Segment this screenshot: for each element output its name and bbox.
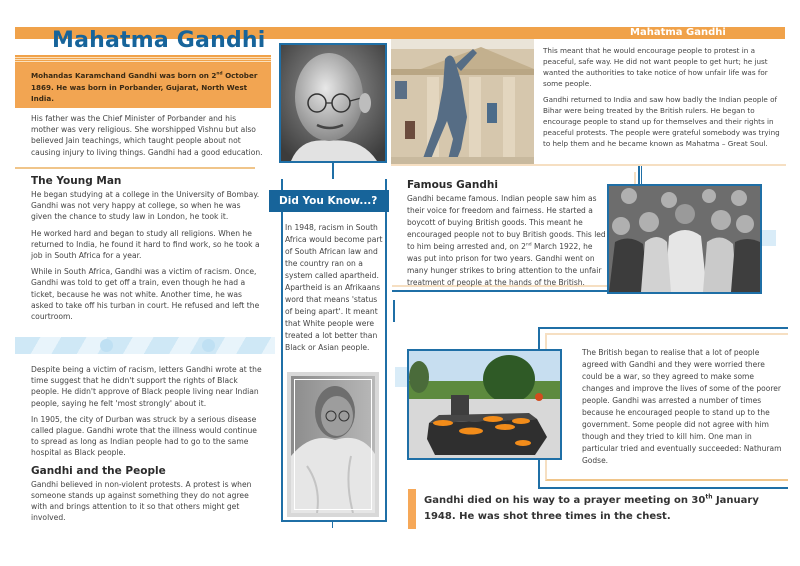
section-divider bbox=[538, 487, 788, 489]
did-you-know-title: Did You Know...? bbox=[269, 190, 389, 212]
intro-text: Mohandas Karamchand Gandhi was born on 2nd October 1869. He was born in Porbander, Gujarat, North West India. bbox=[31, 71, 258, 103]
stripe-dot bbox=[202, 339, 215, 352]
crowd-illustration bbox=[609, 186, 760, 292]
portrait-illustration bbox=[281, 45, 385, 161]
british-paragraph: The British began to realise that a lot of people agreed with Gandhi and they were worried there could be a war, so they agreed to make some changes and improve the lives of some of the poorer people. Gandhi was arrested a number of times because he encouraged people to stand up to the government. Some people did not agree with him though and they tried to kill him. One man in particular tried and eventually succeeded: Nathuram Godse. bbox=[582, 348, 782, 465]
death-highlight-bar bbox=[408, 489, 416, 529]
gandhi-statue-photo bbox=[391, 39, 534, 164]
memorial-illustration bbox=[409, 351, 560, 458]
protest-paragraph: Gandhi returned to India and saw how badly the Indian people of Bihar were being treated by the British rulers. He began to encourage people to stand up for themselves and their rights in peaceful protests. The people were grateful somebody was trying to help them and he became known as Mahatma – Great Soul. bbox=[543, 95, 780, 148]
decorative-blue-stripe bbox=[15, 337, 275, 354]
racism-paragraph: In 1905, the city of Durban was struck by a serious disease called plague. Gandhi wrote that the illness would continue to spread as long as Indian people had to go to the same hospital as Black people. bbox=[31, 414, 257, 458]
young-man-paragraph: He began studying at a college in the University of Bombay. Gandhi was not very happy at college, so when he was given the chance to study law in London, he took it. bbox=[31, 190, 260, 222]
section-divider bbox=[15, 167, 255, 169]
racism-and-people-section bbox=[31, 364, 263, 523]
running-title: Mahatma Gandhi bbox=[630, 27, 726, 38]
gandhi-shawl-photo bbox=[287, 372, 379, 517]
gandhi-portrait-photo bbox=[279, 43, 387, 163]
british-section bbox=[582, 347, 787, 467]
connector-line bbox=[641, 166, 642, 184]
protest-paragraph: This meant that he would encourage people to protest in a peaceful, safe way. He did not want people to get hurt; he just wanted the authorities to take notice of how unfair life was for some people. bbox=[543, 46, 768, 88]
people-heading: Gandhi and the People bbox=[31, 464, 166, 477]
shawl-portrait-illustration bbox=[291, 376, 375, 513]
early-life-section bbox=[31, 113, 263, 158]
people-paragraph: Gandhi believed in non-violent protests. A protest is when someone stands up against something they do not agree with and brings attention to it so that others might get involved. bbox=[31, 479, 252, 523]
gandhi-crowd-photo bbox=[607, 184, 762, 294]
title-stripe-lines bbox=[15, 56, 271, 63]
young-man-paragraph: While in South Africa, Gandhi was a victim of racism. Once, Gandhi was told to get off a train, even though he had a ticket, because he was not white. Another time, he was asked to take off his turban in court. He refused and left the courtroom. bbox=[31, 267, 260, 322]
racism-paragraph: Despite being a victim of racism, letters Gandhi wrote at the time suggest that he didn't support the rights of Black people. He didn't approve of Black people living near Indian people, saying he felt 'most strongly' about it. bbox=[31, 365, 262, 408]
stripe-dot bbox=[100, 339, 113, 352]
connector-line bbox=[393, 300, 395, 322]
connector-line bbox=[332, 522, 333, 528]
raj-ghat-memorial-photo bbox=[407, 349, 562, 460]
page-title: Mahatma Gandhi bbox=[52, 28, 266, 53]
did-you-know-text: In 1948, racism in South Africa would become part of South African law and the country ran on a system called apartheid. Apartheid is an Afrikaans word that means 'status of being apart'. It meant that White people were treated a lot better than Black or Asian people. bbox=[285, 223, 383, 352]
famous-gandhi-section bbox=[407, 179, 607, 289]
statue-illustration bbox=[391, 39, 534, 164]
decorative-tab bbox=[762, 230, 776, 246]
connector-line bbox=[332, 163, 334, 179]
young-man-section bbox=[31, 175, 263, 322]
famous-gandhi-paragraph: Gandhi became famous. Indian people saw him as their voice for freedom and fairness. He started a boycott of buying British goods. This meant he encouraged people not to buy British goods. This led to him being arrested and, on 2nd March 1922, he was put into prison for two years. Gandhi went on many hunger strikes to bring attention to the unfair treatment of people at the hands of the British. bbox=[407, 194, 606, 287]
death-statement: Gandhi died on his way to a prayer meeting on 30th January 1948. He was shot three times in the chest. bbox=[424, 493, 759, 522]
young-man-heading: The Young Man bbox=[31, 175, 122, 187]
protest-section bbox=[543, 45, 786, 149]
early-life-paragraph: His father was the Chief Minister of Porbander and his mother was very religious. She worshipped Vishnu but also believed Jain teachings, which taught people about not causing injury to living things. Gandhi had a good education. bbox=[31, 114, 263, 157]
famous-gandhi-heading: Famous Gandhi bbox=[407, 179, 498, 191]
young-man-paragraph: He worked hard and began to study all religions. When he returned to India, he found it hard to find work, so he took a job in South Africa for a year. bbox=[31, 228, 260, 261]
